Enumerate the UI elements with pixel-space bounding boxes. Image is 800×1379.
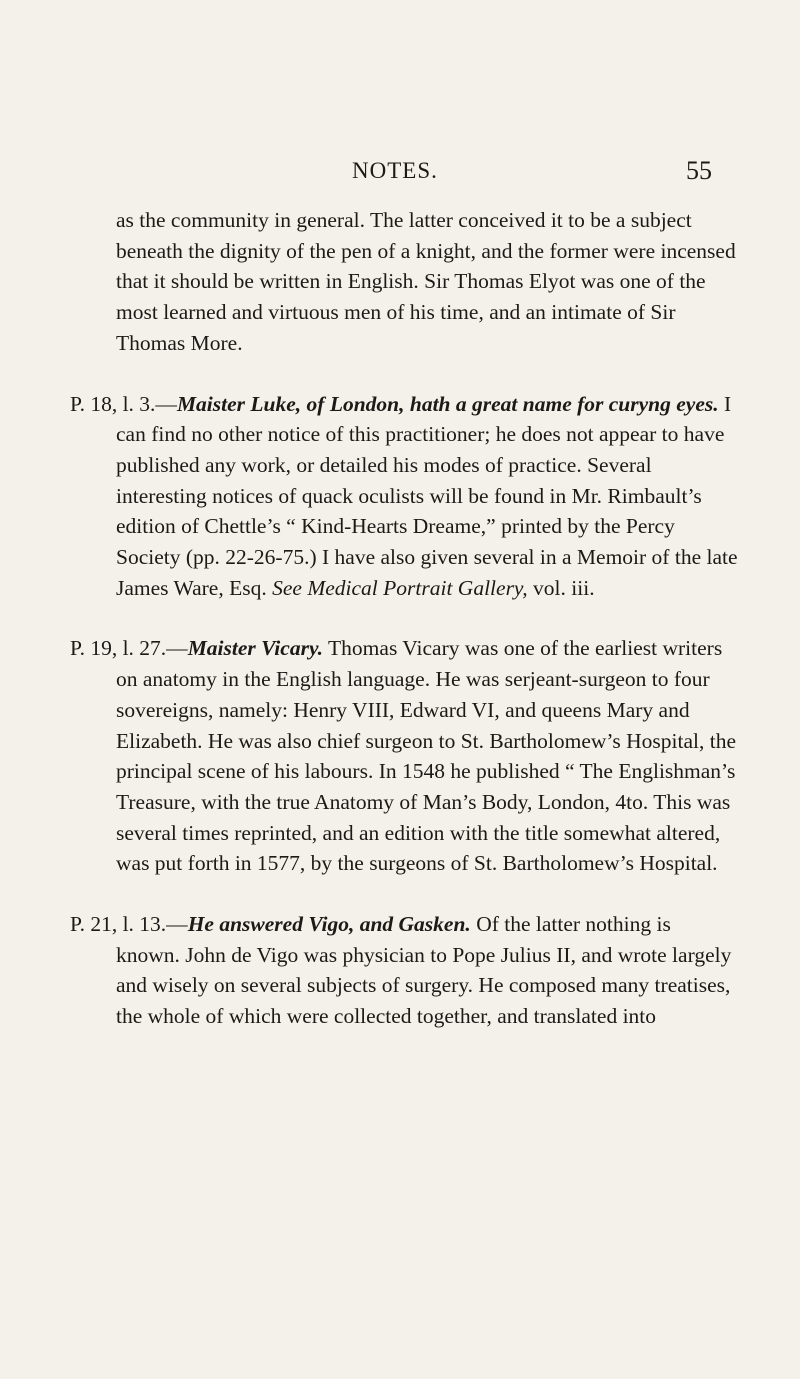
note-p18 (70, 389, 740, 604)
note-p21 (70, 909, 740, 1032)
note-lemma: Maister Vicary. (187, 636, 324, 661)
note-reference: P. 18, l. 3.— (70, 391, 177, 416)
note-p19 (70, 633, 740, 879)
note-text: I can find no other notice of this practitioner; he does not appear to have published any work, or detailed his modes of practice. Several interesting notices of quack oculists will be found in Mr. Rimbault’s edition of Chettle’s “ Kind-Hearts Dreame,” printed by the Percy Society (pp. 22-26-75.) I have also given several in a Memoir of the late James Ware, Esq. (116, 391, 738, 600)
note-lemma: Maister Luke, of London, hath a great name for curyng eyes. (176, 391, 719, 416)
note-text: Thomas Vicary was one of the earliest writers on anatomy in the English language. He was serjeant-surgeon to four sovereigns, namely: Henry VIII, Edward VI, and queens Mary and Elizabeth. He was also chief surgeon to St. Bartholomew’s Hospital, the principal scene of his labours. In 1548 he published “ The Englishman’s Treasure, with the true Anatomy of Man’s Body, London, 4to. This was several times reprinted, and an edition with the title somewhat altered, was put forth in 1577, by the surgeons of St. Bartholomew’s Hospital. (116, 636, 736, 876)
page-header (0, 158, 800, 198)
note-citation: See Medical Portrait Gallery, (272, 575, 528, 600)
note-lemma: He answered Vigo, and Gasken. (187, 912, 471, 937)
note-text: Of the latter nothing is known. John de Vigo was physician to Pope Julius II, and wrote largely and wisely on several subjects of surgery. He composed many treatises, the whole of which were collected together, and translated into (116, 912, 732, 1029)
note-reference: P. 21, l. 13.— (70, 912, 188, 937)
note-citation-volume: vol. iii. (527, 575, 595, 600)
running-head: NOTES. (352, 158, 438, 183)
page-body (70, 205, 740, 1032)
note-reference: P. 19, l. 27.— (70, 636, 188, 661)
page-number: 55 (686, 156, 712, 185)
continuation-paragraph: as the community in general. The latter conceived it to be a subject beneath the dignity of the pen of a knight, and the former were incensed that it should be written in English. Sir Thomas Elyot was one of the most learned and virtuous men of his time, and an intimate of Sir Thomas More. (116, 208, 736, 355)
